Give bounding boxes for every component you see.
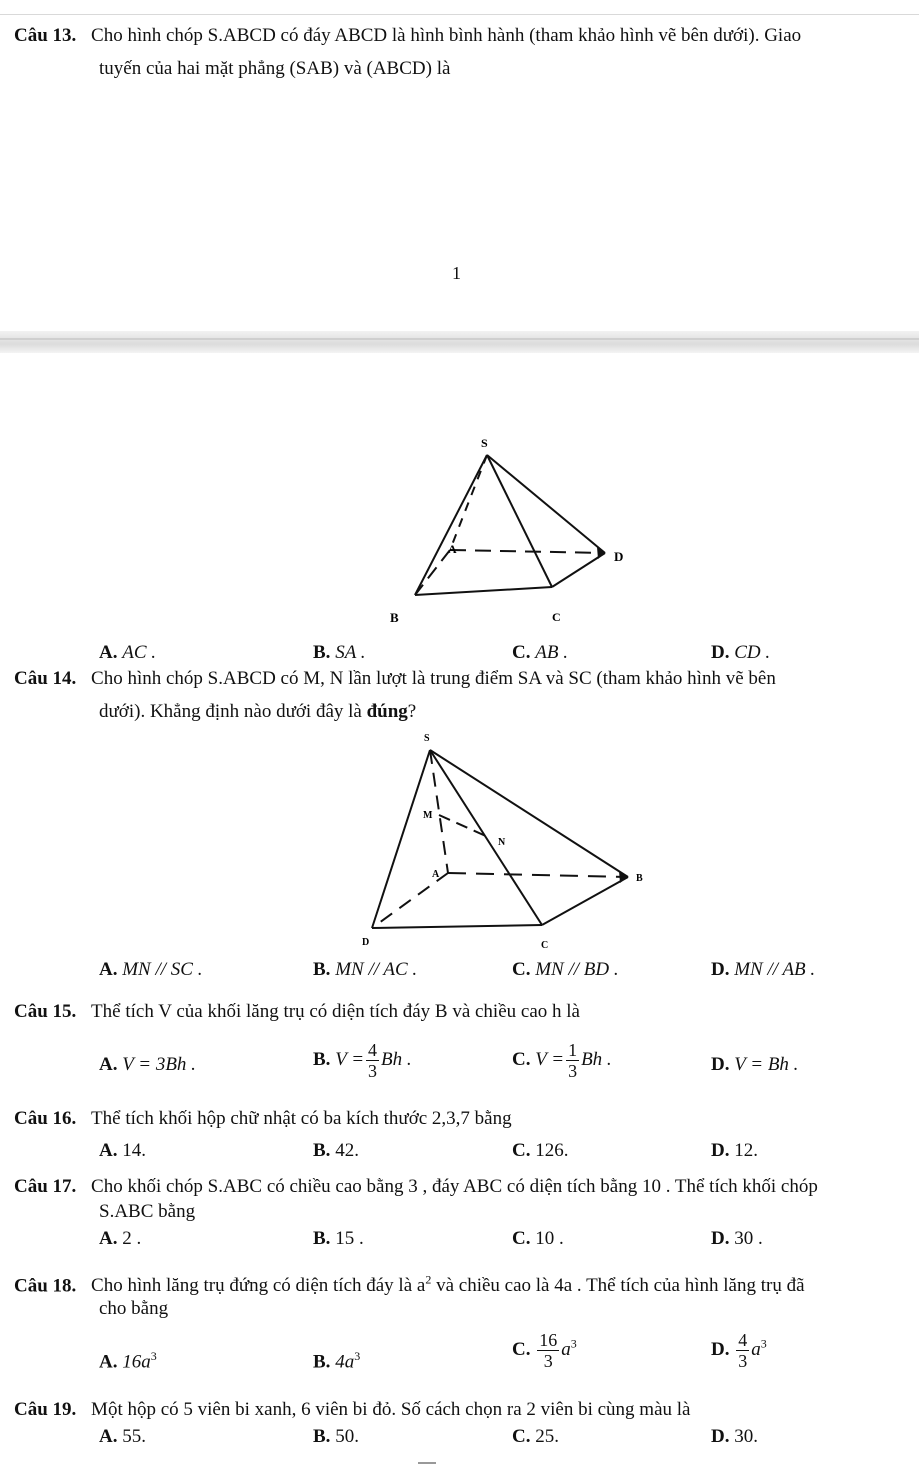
page-number: 1 [452,263,461,283]
option-label: D. [711,1054,730,1075]
question-19-line1 [14,1396,690,1424]
label-n: N [498,837,506,848]
question-13-line1 [14,22,801,50]
q19-option-a[interactable] [99,1424,146,1450]
option-value: MN // AB . [734,959,816,980]
option-base: a [751,1338,761,1360]
fraction-den: 3 [368,1061,378,1081]
option-value: SA . [335,642,366,663]
q13-option-d[interactable] [711,640,770,666]
option-value: CD . [734,642,771,663]
option-value: 30 . [734,1228,763,1249]
q17-option-a[interactable] [99,1226,141,1252]
question-14-text-cont [99,698,416,726]
option-value: 2 . [122,1228,142,1249]
label-b: B [636,873,643,884]
option-label: C. [512,1228,531,1249]
figure-pyramid-sabcd [370,425,640,635]
label-m: M [423,810,433,821]
option-base: a [561,1338,571,1360]
option-value: 25. [535,1426,559,1447]
question-13-text: Cho hình chóp S.ABCD có đáy ABCD là hình bình hành (tham khảo hình vẽ bên dưới). Giao [91,25,802,46]
option-label: D. [711,1426,730,1447]
option-value: V = 3Bh . [122,1054,196,1075]
option-base: 4a [335,1351,355,1373]
q18-option-d[interactable] [711,1330,767,1371]
label-d: D [362,937,370,948]
option-label: D. [711,642,730,663]
q16-option-c[interactable] [512,1138,568,1164]
q14-option-a[interactable] [99,957,202,983]
q17-option-d[interactable] [711,1226,763,1252]
q18-option-a[interactable] [99,1343,157,1375]
option-sup: 3 [570,1336,577,1351]
option-value: MN // BD . [535,959,619,980]
option-value: 42. [335,1140,359,1161]
option-label: B. [313,1426,331,1447]
option-pre: V = [335,1048,365,1070]
question-16-head: Câu 16. [14,1108,77,1129]
question-17-text-cont: S.ABC bằng [99,1201,196,1222]
fraction-den: 3 [568,1061,578,1081]
figure-pyramid-sabcd-mn [350,725,650,960]
q16-option-d[interactable] [711,1138,758,1164]
option-pre: V = [535,1048,565,1070]
label-c: C [541,940,549,951]
question-19-head: Câu 19. [14,1399,77,1420]
question-15-text: Thể tích V của khối lăng trụ có diện tích đáy B và chiều cao h là [91,1001,580,1022]
q19-option-c[interactable] [512,1424,559,1450]
q14-text-part: dưới). Khẳng định nào dưới đây là [99,701,367,722]
fraction [736,1330,749,1371]
q13-option-c[interactable] [512,640,568,666]
option-post: Bh . [381,1048,412,1070]
option-label: A. [99,959,118,980]
label-d: D [614,549,624,564]
q17-option-c[interactable] [512,1226,564,1252]
question-17-line1 [14,1173,818,1201]
option-label: D. [711,1140,730,1161]
option-value: 55. [122,1426,146,1447]
label-c: C [552,610,561,624]
option-label: C. [512,1140,531,1161]
fraction-num: 1 [568,1040,578,1060]
option-value: 10 . [535,1228,564,1249]
q17-option-b[interactable] [313,1226,364,1252]
option-label: B. [313,642,331,663]
option-label: D. [711,959,730,980]
q19-option-b[interactable] [313,1424,359,1450]
option-value: 126. [535,1140,569,1161]
fraction [537,1330,559,1371]
label-s: S [424,733,430,744]
q14-text-end: ? [407,701,417,722]
top-divider [0,14,919,15]
q14-emphasis: đúng [366,701,408,722]
bottom-mark [418,1462,436,1464]
q16-option-a[interactable] [99,1138,146,1164]
q18-option-b[interactable] [313,1343,360,1375]
q15-option-d[interactable] [711,1052,798,1078]
option-value: MN // AC . [335,959,418,980]
option-label: A. [99,1351,118,1373]
option-label: B. [313,959,331,980]
option-value: AB . [535,642,568,663]
option-label: A. [99,1054,118,1075]
question-13-text-cont: tuyến của hai mặt phẳng (SAB) và (ABCD) là [99,58,451,79]
page-separator-band [0,331,919,353]
option-value: 14. [122,1140,146,1161]
option-label: A. [99,1426,118,1447]
label-b: B [390,610,399,625]
option-label: B. [313,1228,331,1249]
option-post: Bh . [581,1048,612,1070]
question-14-line1 [14,665,776,693]
option-label: A. [99,1140,118,1161]
option-value: 50. [335,1426,359,1447]
q14-option-d[interactable] [711,957,815,983]
fraction-num: 16 [539,1330,558,1350]
option-label: A. [99,1228,118,1249]
option-value: V = Bh . [734,1054,799,1075]
option-value: 15 . [335,1228,364,1249]
option-sup: 3 [150,1349,157,1363]
option-label: B. [313,1351,331,1373]
fraction [366,1040,379,1081]
option-label: D. [711,1338,730,1360]
option-sup: 3 [760,1336,767,1351]
option-value: MN // SC . [122,959,203,980]
question-15-head: Câu 15. [14,1001,77,1022]
question-19-text: Một hộp có 5 viên bi xanh, 6 viên bi đỏ. Số cách chọn ra 2 viên bi cùng màu là [91,1399,691,1420]
option-label: B. [313,1140,331,1161]
question-14-text: Cho hình chóp S.ABCD có M, N lần lượt là trung điểm SA và SC (tham khảo hình vẽ bên [91,668,776,689]
option-label: A. [99,642,118,663]
question-18-text [91,1275,804,1296]
option-label: C. [512,1048,531,1070]
question-16-text: Thể tích khối hộp chữ nhật có ba kích thước 2,3,7 bằng [91,1108,512,1129]
q19-option-d[interactable] [711,1424,758,1450]
option-base: 16a [122,1351,151,1373]
page-separator-line [0,338,919,340]
question-18-head: Câu 18. [14,1275,77,1297]
label-a: A [432,869,440,880]
q18-option-c[interactable] [512,1330,577,1371]
question-13-head: Câu 13. [14,25,77,46]
question-16-line1 [14,1105,512,1133]
option-value: AC . [122,642,157,663]
option-sup: 3 [354,1349,361,1363]
fraction-num: 4 [368,1040,378,1060]
q13-option-a[interactable] [99,640,156,666]
label-a: A [448,542,457,556]
option-label: C. [512,959,531,980]
option-label: C. [512,1338,531,1360]
q18-text-a: Cho hình lăng trụ đứng có diện tích đáy là a [91,1275,426,1297]
fraction [566,1040,579,1081]
q18-superscript: 2 [425,1273,432,1287]
option-label: C. [512,1426,531,1447]
q18-text-b: và chiều cao là 4a . Thể tích của hình lăng trụ đã [431,1275,805,1297]
option-value: 30. [734,1426,758,1447]
q15-option-c[interactable] [512,1040,612,1081]
q16-option-b[interactable] [313,1138,359,1164]
fraction-den: 3 [543,1351,553,1371]
fraction-num: 4 [738,1330,748,1350]
option-label: C. [512,642,531,663]
q14-option-b[interactable] [313,957,417,983]
question-15-line1 [14,998,580,1026]
q15-option-b[interactable] [313,1040,412,1081]
question-17-head: Câu 17. [14,1176,77,1197]
question-14-head: Câu 14. [14,668,77,689]
question-18-text-cont: cho bằng [99,1298,169,1319]
option-value: 12. [734,1140,758,1161]
fraction-den: 3 [738,1351,748,1371]
question-17-text: Cho khối chóp S.ABC có chiều cao bằng 3 , đáy ABC có diện tích bằng 10 . Thể tích khối chóp [91,1176,818,1197]
q14-option-c[interactable] [512,957,619,983]
option-label: D. [711,1228,730,1249]
q15-option-a[interactable] [99,1052,196,1078]
option-label: B. [313,1048,331,1070]
q13-option-b[interactable] [313,640,365,666]
label-s: S [481,436,488,450]
